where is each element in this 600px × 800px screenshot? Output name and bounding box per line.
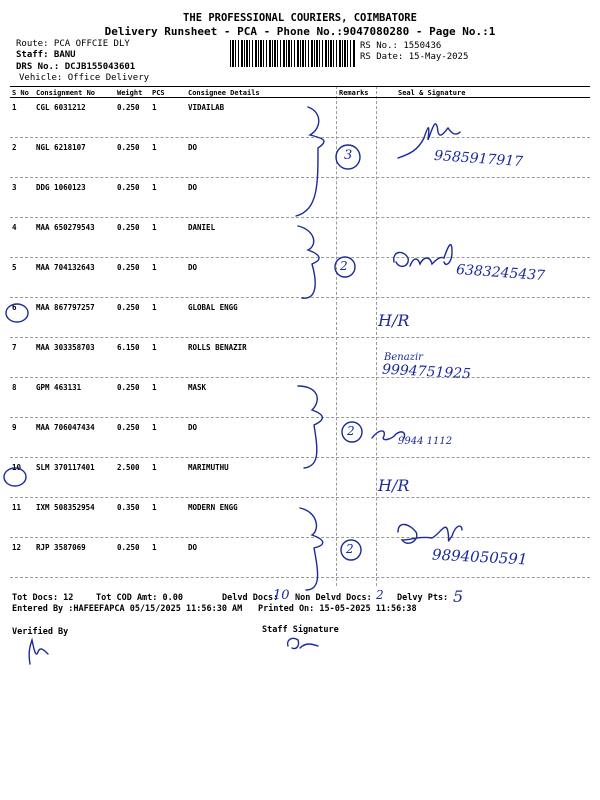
table-row (10, 378, 590, 418)
row-pcs: 1 (152, 143, 157, 152)
row-sno: 7 (12, 343, 17, 352)
table-row (10, 418, 590, 458)
delivery-points-label: Delvy Pts: (397, 593, 449, 603)
row-pcs: 1 (152, 303, 157, 312)
col-sno: S No (12, 89, 29, 97)
company-name: THE PROFESSIONAL COURIERS, COIMBATORE (183, 12, 417, 24)
row-consignment: MAA 704132643 (36, 263, 95, 272)
non-delivered-docs-label: Non Delvd Docs: (295, 593, 372, 603)
row-consignment: RJP 3587069 (36, 543, 86, 552)
table-row (10, 338, 590, 378)
row-weight: 0.250 (117, 423, 140, 432)
non-delivered-count-handwritten: 2 (376, 588, 384, 602)
delivery-points-handwritten: 5 (453, 587, 464, 606)
rs-date: RS Date: 15-May-2025 (360, 52, 469, 62)
col-remarks: Remarks (339, 89, 369, 97)
row-pcs: 1 (152, 463, 157, 472)
row-sno: 3 (12, 183, 17, 192)
row-pcs: 1 (152, 183, 157, 192)
total-docs: Tot Docs: 12 (12, 593, 74, 603)
table-row (10, 458, 590, 498)
row-sno: 2 (12, 143, 17, 152)
row-weight: 0.250 (117, 263, 140, 272)
row-consignee: DO (188, 263, 198, 272)
row-pcs: 1 (152, 423, 157, 432)
row-sno: 5 (12, 263, 17, 272)
row-sno: 1 (12, 103, 17, 112)
row-weight: 0.250 (117, 143, 140, 152)
row-pcs: 1 (152, 343, 157, 352)
row-consignee: DO (188, 423, 198, 432)
delivered-count-handwritten: 10 (273, 588, 290, 603)
row-pcs: 1 (152, 223, 157, 232)
row-consignee: DO (188, 543, 198, 552)
row-consignee: MARIMUTHU (188, 463, 229, 472)
route-label: Route: PCA OFFCIE DLY (16, 39, 130, 49)
row-pcs: 1 (152, 103, 157, 112)
row-consignment: NGL 6218107 (36, 143, 86, 152)
col-seal-signature: Seal & Signature (398, 89, 466, 97)
table-row (10, 178, 590, 218)
vehicle-label: Vehicle: Office Delivery (19, 73, 150, 83)
row-consignment: IXM 508352954 (36, 503, 95, 512)
row-weight: 0.250 (117, 223, 140, 232)
row-consignee: MODERN ENGG (188, 503, 238, 512)
row-consignment: DDG 1060123 (36, 183, 86, 192)
row-sno: 12 (12, 543, 22, 552)
recipient-phone-5: 9894050591 (431, 545, 528, 569)
row-consignee: VIDAILAB (188, 103, 225, 112)
row-consignment: SLM 370117401 (36, 463, 95, 472)
barcode (230, 40, 356, 67)
row-sno: 10 (12, 463, 22, 472)
recipient-phone-2: 6383245437 (455, 261, 546, 285)
row-weight: 2.500 (117, 463, 140, 472)
row-pcs: 1 (152, 503, 157, 512)
row-consignee: ROLLS BENAZIR (188, 343, 247, 352)
recipient-phone-4: 9944 1112 (398, 436, 453, 447)
col-consignee: Consignee Details (188, 89, 260, 97)
table-row (10, 298, 590, 338)
row-sno: 6 (12, 303, 17, 312)
row-weight: 0.250 (117, 183, 140, 192)
row-consignment: CGL 6031212 (36, 103, 86, 112)
row-sno: 11 (12, 503, 22, 512)
staff-signature-mark-icon (288, 638, 318, 648)
row-weight: 0.250 (117, 383, 140, 392)
row-consignment: GPM 463131 (36, 383, 82, 392)
row-consignment: MAA 706047434 (36, 423, 95, 432)
row-consignee: DO (188, 183, 198, 192)
table-header (10, 86, 590, 98)
row-pcs: 1 (152, 543, 157, 552)
hr-mark-2: H/R (378, 476, 410, 495)
row-pcs: 1 (152, 383, 157, 392)
printed-on: Printed On: 15-05-2025 11:56:38 (258, 604, 417, 614)
row-pcs: 1 (152, 263, 157, 272)
remark-count-3: 2 (347, 424, 355, 438)
total-cod-amount: Tot COD Amt: 0.00 (96, 593, 183, 603)
row-consignee: GLOBAL ENGG (188, 303, 238, 312)
recipient-phone-3: 9994751925 (381, 361, 472, 383)
verified-signature-icon (29, 640, 48, 664)
row-sno: 9 (12, 423, 17, 432)
row-consignee: DO (188, 143, 198, 152)
remark-count-1: 3 (344, 148, 353, 163)
table-row (10, 218, 590, 258)
rs-number: RS No.: 1550436 (360, 41, 442, 51)
delivered-docs-label: Delvd Docs: (222, 593, 279, 603)
table-row (10, 498, 590, 538)
row-weight: 6.150 (117, 343, 140, 352)
row-weight: 0.250 (117, 303, 140, 312)
verified-by-label: Verified By (12, 627, 69, 637)
staff-signature-label: Staff Signature (262, 625, 339, 635)
row-consignment: MAA 303358703 (36, 343, 95, 352)
remark-count-2: 2 (340, 259, 348, 273)
recipient-phone-1: 9585917917 (433, 147, 524, 171)
drs-number: DRS No.: DCJB155043601 (16, 62, 136, 72)
staff-label: Staff: BANU (16, 50, 76, 60)
row-consignment: MAA 650279543 (36, 223, 95, 232)
col-consignment: Consignment No (36, 89, 96, 97)
row-weight: 0.250 (117, 103, 140, 112)
row-weight: 0.350 (117, 503, 140, 512)
row-consignee: MASK (188, 383, 207, 392)
row-weight: 0.250 (117, 543, 140, 552)
runsheet-title: Delivery Runsheet - PCA - Phone No.:9047080280 - Page No.:1 (104, 25, 496, 38)
col-weight: Weight (117, 89, 143, 97)
row-sno: 4 (12, 223, 17, 232)
table-row (10, 98, 590, 138)
row-consignee: DANIEL (188, 223, 216, 232)
recipient-name-benazir: Benazir (384, 352, 423, 363)
row-sno: 8 (12, 383, 17, 392)
entered-by: Entered By :HAFEEFAPCA 05/15/2025 11:56:30 AM (12, 604, 243, 614)
hr-mark-1: H/R (378, 311, 410, 330)
remark-count-4: 2 (346, 542, 354, 556)
col-pcs: PCS (152, 89, 165, 97)
row-consignment: MAA 867797257 (36, 303, 95, 312)
